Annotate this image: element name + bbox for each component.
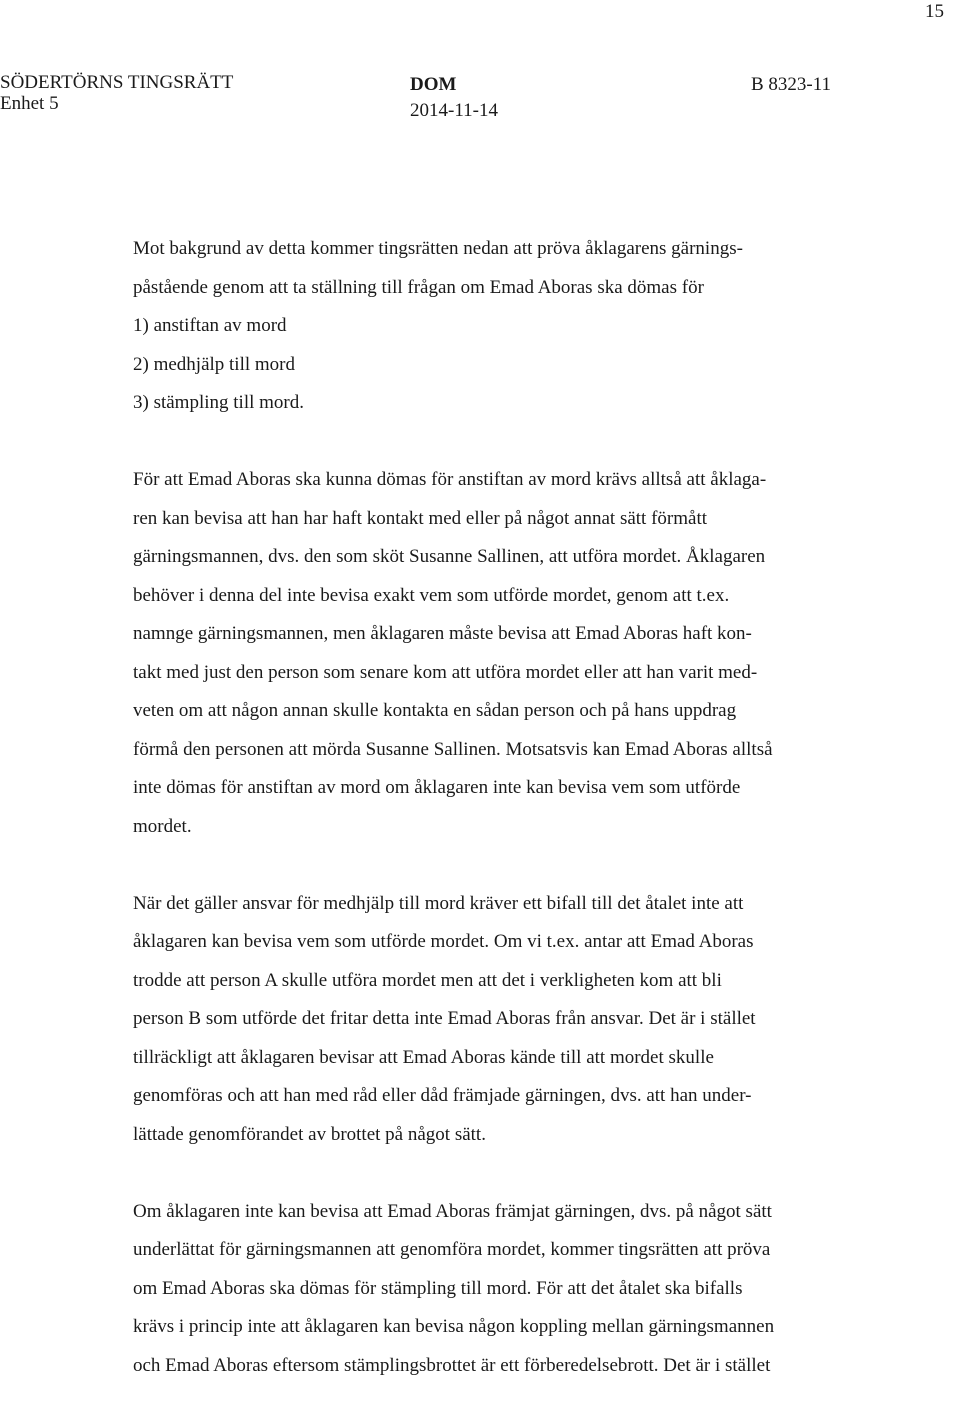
list-item: 3) stämpling till mord.	[133, 392, 304, 413]
text-line: När det gäller ansvar för medhjälp till mord kräver ett bifall till det åtalet inte att	[133, 892, 744, 914]
court-unit: Enhet 5	[0, 93, 59, 114]
text-line: tillräckligt att åklagaren bevisar att Emad Aboras kände till att mordet skulle	[133, 1046, 714, 1068]
text-line: och Emad Aboras eftersom stämplingsbrottet är ett förberedelsebrott. Det är i stället	[133, 1354, 771, 1376]
text-line: om Emad Aboras ska dömas för stämpling till mord. För att det åtalet ska bifalls	[133, 1277, 743, 1299]
text-line: Om åklagaren inte kan bevisa att Emad Aboras främjat gärningen, dvs. på något sätt	[133, 1200, 772, 1222]
court-name: SÖDERTÖRNS TINGSRÄTT	[0, 72, 234, 93]
document-date: 2014-11-14	[410, 100, 498, 121]
list-item: 2) medhjälp till mord	[133, 353, 296, 375]
text-line: ren kan bevisa att han har haft kontakt med eller på något annat sätt förmått	[133, 507, 708, 529]
text-line: Mot bakgrund av detta kommer tingsrätten nedan att pröva åklagarens gärnings-	[133, 238, 743, 259]
document-type: DOM	[410, 74, 457, 95]
document-header	[0, 70, 960, 130]
list-item: 1) anstiftan av mord	[133, 315, 287, 336]
text-line: förmå den personen att mörda Susanne Sallinen. Motsatsvis kan Emad Aboras alltså	[133, 738, 773, 760]
text-line: inte dömas för anstiftan av mord om åklagaren inte kan bevisa vem som utförde	[133, 777, 741, 798]
text-line: person B som utförde det fritar detta inte Emad Aboras från ansvar. Det är i stället	[133, 1008, 756, 1029]
text-line: mordet.	[133, 815, 192, 837]
text-line: underlättat för gärningsmannen att genomföra mordet, kommer tingsrätten att pröva	[133, 1239, 771, 1260]
page-number: 15	[925, 1, 944, 22]
text-line: takt med just den person som senare kom att utföra mordet eller att han varit med-	[133, 661, 758, 683]
text-line: åklagaren kan bevisa vem som utförde mordet. Om vi t.ex. antar att Emad Aboras	[133, 931, 754, 952]
text-line: För att Emad Aboras ska kunna dömas för anstiftan av mord krävs alltså att åklaga-	[133, 469, 767, 490]
text-line: behöver i denna del inte bevisa exakt vem som utförde mordet, genom att t.ex.	[133, 584, 730, 606]
text-line: lättade genomförandet av brottet på något sätt.	[133, 1123, 486, 1145]
paragraph	[133, 885, 893, 1155]
paragraph	[133, 1193, 893, 1386]
text-line: krävs i princip inte att åklagaren kan bevisa någon koppling mellan gärningsmannen	[133, 1316, 775, 1337]
paragraph	[133, 230, 893, 423]
text-line: gärningsmannen, dvs. den som sköt Susanne Sallinen, att utföra mordet. Åklagaren	[133, 546, 766, 567]
text-line: veten om att någon annan skulle kontakta en sådan person och på hans uppdrag	[133, 700, 737, 721]
text-line: trodde att person A skulle utföra mordet men att det i verkligheten kom att bli	[133, 969, 722, 991]
text-line: namnge gärningsmannen, men åklagaren måste bevisa att Emad Aboras haft kon-	[133, 623, 752, 644]
text-line: påstående genom att ta ställning till frågan om Emad Aboras ska dömas för	[133, 276, 704, 298]
text-line: genomföras och att han med råd eller dåd främjade gärningen, dvs. att han under-	[133, 1085, 752, 1106]
document-body	[133, 230, 893, 1424]
case-number: B 8323-11	[751, 74, 832, 95]
paragraph	[133, 461, 893, 846]
